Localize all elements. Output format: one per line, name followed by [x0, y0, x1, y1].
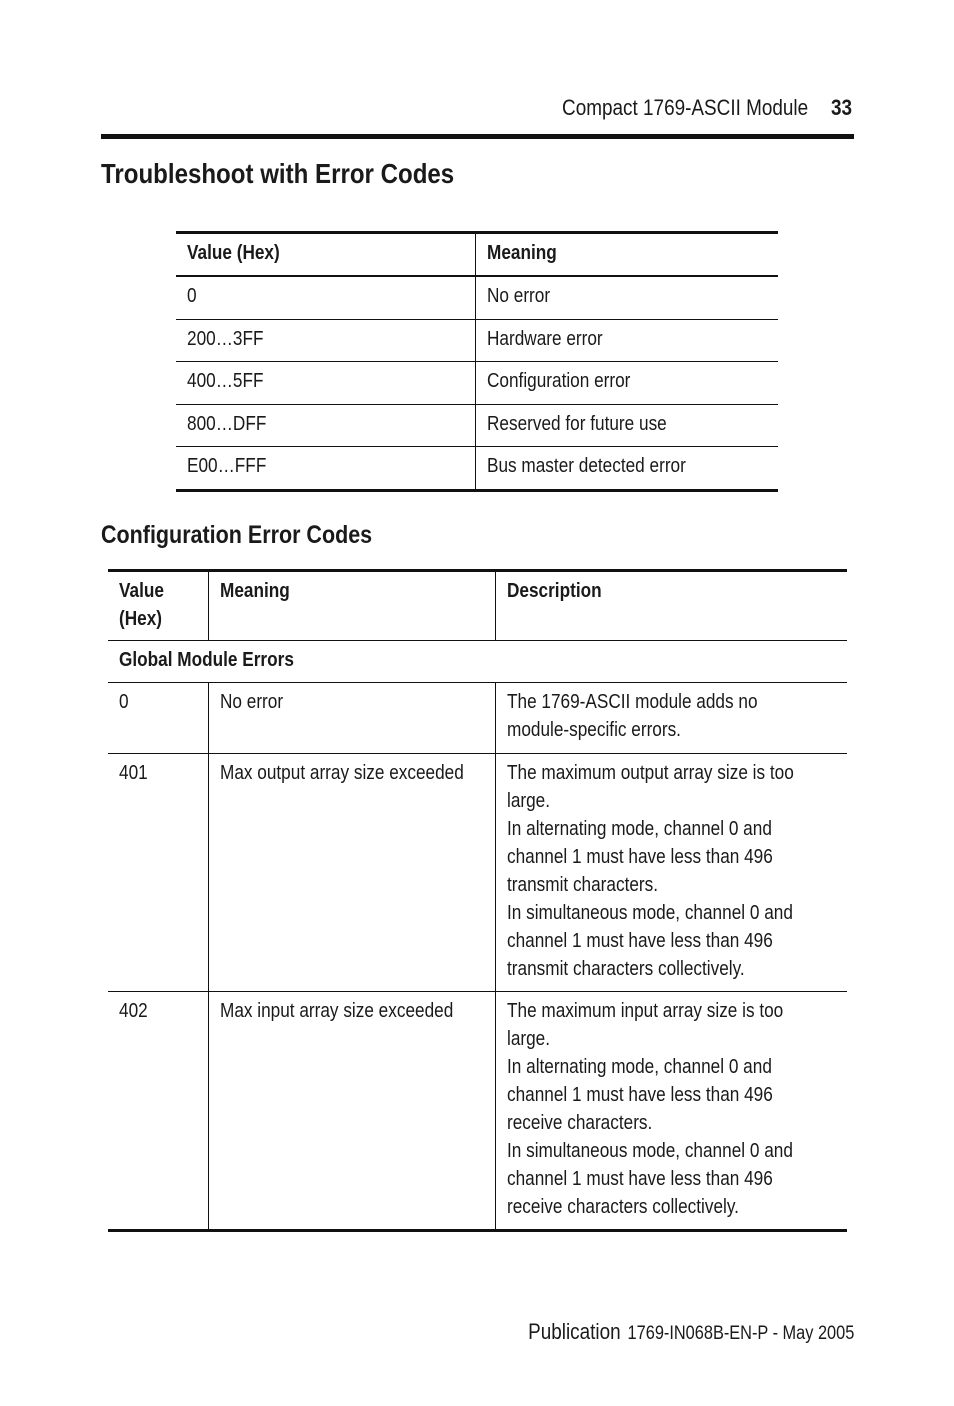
- table-cell: Bus master detected error: [487, 455, 686, 478]
- column-header: Description: [507, 580, 602, 602]
- table-cell: 402: [108, 992, 209, 1229]
- table-cell: No error: [209, 683, 496, 753]
- table-cell: 401: [108, 754, 209, 991]
- section-heading-config-errors: Configuration Error Codes: [101, 521, 373, 549]
- footer-label: Publication: [527, 1319, 621, 1344]
- table-row: [176, 277, 778, 320]
- table-row: [108, 992, 847, 1232]
- table-cell: Reserved for future use: [487, 412, 667, 435]
- table-cell: 0: [108, 683, 209, 753]
- table-cell: The 1769-ASCII module adds no module-specific errors.: [507, 691, 758, 741]
- table-row: [176, 405, 778, 448]
- table-group-row: [108, 641, 847, 683]
- table-row: [176, 447, 778, 492]
- table-row: [176, 320, 778, 363]
- table-cell: 800…DFF: [176, 405, 476, 447]
- table-cell: 0: [176, 277, 476, 319]
- table-cell: Hardware error: [487, 327, 603, 350]
- page-footer: [475, 1319, 854, 1345]
- running-header-title: Compact 1769-ASCII Module: [561, 95, 808, 120]
- table-row: [176, 362, 778, 405]
- config-error-table: [108, 569, 847, 1232]
- table-header-row: [176, 234, 778, 277]
- column-header: Value (Hex): [108, 572, 209, 640]
- table-cell: Configuration error: [487, 370, 631, 393]
- table-cell: 200…3FF: [176, 320, 476, 362]
- table-cell: The maximum input array size is too large. In alternating mode, channel 0 and channel 1 must have less than 496 receive characters. In simultaneous mode, channel 0 and channel 1 must have less than 496 receive characters collectively.: [507, 1000, 793, 1218]
- table-cell: The maximum output array size is too large. In alternating mode, channel 0 and channel 1 must have less than 496 transmit characters. In simultaneous mode, channel 0 and channel 1 must have less than 496 transmit characters collectively.: [507, 762, 794, 980]
- publication-number: 1769-IN068B-EN-P - May 2005: [627, 1323, 854, 1344]
- group-label: Global Module Errors: [119, 649, 294, 671]
- table-row: [108, 754, 847, 992]
- table-cell: Max output array size exceeded: [209, 754, 496, 991]
- error-codes-table: [176, 231, 778, 492]
- column-header: Value (Hex): [176, 234, 476, 275]
- table-cell: Max input array size exceeded: [209, 992, 496, 1229]
- table-cell: E00…FFF: [176, 447, 476, 489]
- column-header: Meaning: [487, 242, 557, 264]
- table-header-row: [108, 572, 847, 641]
- table-cell: No error: [487, 285, 551, 307]
- table-row: [108, 683, 847, 754]
- header-rule: [101, 134, 854, 139]
- table-cell: 400…5FF: [176, 362, 476, 404]
- column-header: Meaning: [209, 572, 496, 640]
- section-heading-troubleshoot: Troubleshoot with Error Codes: [101, 158, 455, 189]
- page-number: 33: [831, 95, 853, 120]
